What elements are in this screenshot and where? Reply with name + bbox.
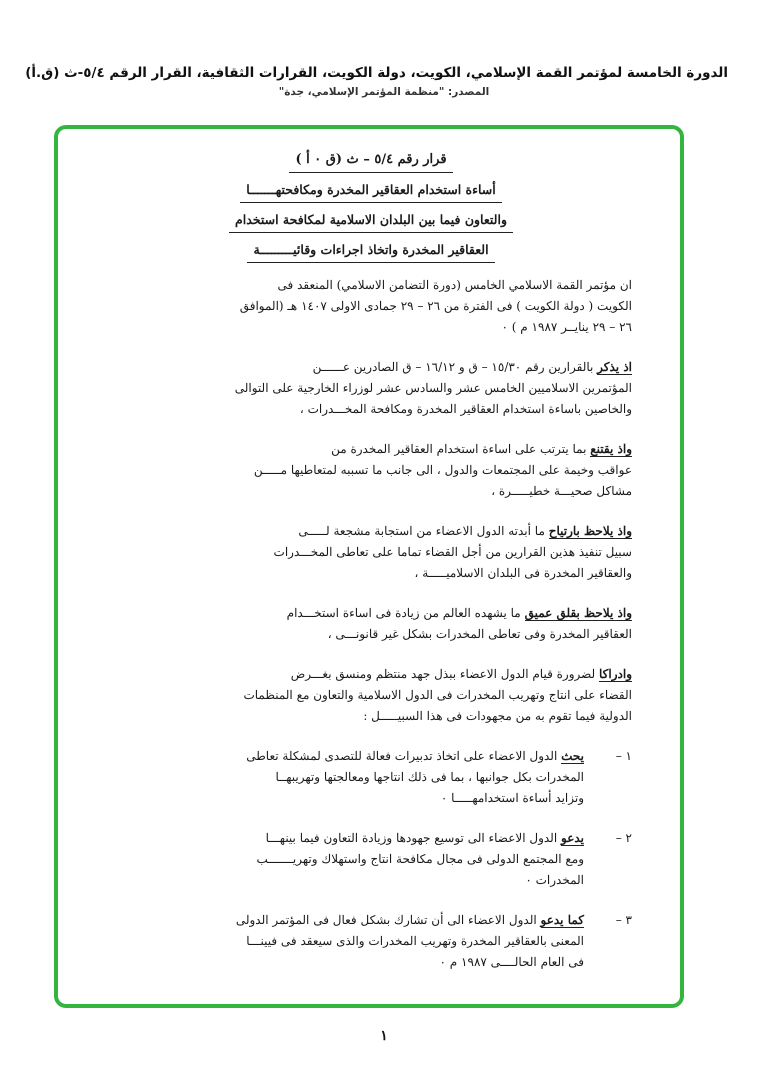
preamble-paragraph [110, 603, 632, 645]
text-line: فى العام الحالــــى ١٩٨٧ م ٠ [439, 955, 584, 969]
text-line [110, 357, 632, 378]
text-line: سبيل تنفيذ هذين القرارين من أجل القضاء تماما على تعاطى المخـــدرات [273, 545, 632, 559]
item-body [110, 910, 584, 973]
operative-item [110, 828, 632, 891]
text-line [110, 521, 632, 542]
item-text: الدول الاعضاء الى توسيع جهودها وزيادة التعاون فيما بينهـــا [265, 831, 558, 845]
resolution-title-block [110, 150, 632, 263]
item-lead: كما يدعو [540, 913, 584, 927]
paragraph-lead: واذ يقتنع [590, 442, 632, 456]
text-line: وتزايد أساءة استخدامهـــــا ٠ [440, 791, 584, 805]
resolution-title-line: والتعاون فيما بين البلدان الاسلامية لمكافحة استخدام [229, 210, 513, 233]
text-line: القضاء على انتاج وتهريب المخدرات فى الدول الاسلامية والتعاون مع المنظمات [243, 688, 632, 702]
text-line [110, 603, 632, 624]
page-number: ١ [380, 1028, 388, 1044]
header-source: المصدر: "منظمة المؤتمر الإسلامي، جدة" [278, 86, 490, 98]
text-line: ان مؤتمر القمة الاسلامي الخامس (دورة التضامن الاسلامي) المنعقد فى [277, 278, 632, 292]
text-line: الدولية فيما تقوم به من مجهودات فى هذا السبيـــــل : [363, 709, 632, 723]
text-line: الكويت ( دولة الكويت ) فى الفترة من ٢٦ – ٢٩ جمادى الاولى ١٤٠٧ هـ (الموافق [239, 299, 632, 313]
paragraph-lead: اذ يذكر [597, 360, 632, 374]
resolution-title-line: أساءة استخدام العقاقير المخدرة ومكافحتهـــــــا [240, 180, 501, 203]
paragraph-lead: واذ يلاحظ بقلق عميق [524, 606, 632, 620]
paragraph-text: بما يترتب على اساءة استخدام العقاقير المخدرة من [331, 442, 587, 456]
paragraph-text: بالقرارين رقم ١٥/٣٠ – ق و ١٦/١٢ – ق الصادرين عــــــن [312, 360, 594, 374]
text-line: المخدرات ٠ [525, 873, 584, 887]
operative-item [110, 910, 632, 973]
resolution-title-line: العقاقير المخدرة واتخاذ اجراءات وقائيـــــــــة [247, 240, 494, 263]
intro-paragraph [110, 275, 632, 338]
header-title: الدورة الخامسة لمؤتمر القمة الإسلامي، الكويت، دولة الكويت، القرارات الثقافية، القرار الرقم ٥/٤-ث (ق.أ) [25, 65, 728, 81]
operative-item [110, 746, 632, 809]
text-line: المعنى بالعقاقير المخدرة وتهريب المخدرات والذى سيعقد فى فيينـــا [246, 934, 584, 948]
text-line: والعقاقير المخدرة فى البلدان الاسلاميـــــة ، [414, 566, 632, 580]
resolution-document [110, 150, 632, 992]
text-line [110, 746, 584, 767]
paragraph-lead: وادراكا [599, 667, 632, 681]
text-line: مشاكل صحيـــة خطيـــــرة ، [491, 484, 632, 498]
text-line: المخدرات بكل جوانبها ، بما فى ذلك انتاجها ومعالجتها وتهريبهــا [275, 770, 584, 784]
preamble-paragraph [110, 357, 632, 420]
text-line: ٢٦ – ٢٩ ينايــر ١٩٨٧ م ) ٠ [501, 320, 632, 334]
preamble-paragraph [110, 439, 632, 502]
item-number: ٣ – [615, 913, 632, 927]
document-header [25, 62, 728, 100]
item-body [110, 828, 584, 891]
paragraph-text: لضرورة قيام الدول الاعضاء ببذل جهد منتظم ومنسق بغـــرض [290, 667, 596, 681]
text-line [110, 439, 632, 460]
item-text: الدول الاعضاء الى أن تشارك بشكل فعال فى المؤتمر الدولى [235, 913, 537, 927]
paragraph-text: ما يشهده العالم من زيادة فى اساءة استخـــدام [286, 606, 521, 620]
text-line [110, 910, 584, 931]
text-line: ومع المجتمع الدولى فى مجال مكافحة انتاج واستهلاك وتهريـــــــب [256, 852, 584, 866]
text-line: عواقب وخيمة على المجتمعات والدول ، الى جانب ما تسببه لمتعاطيها مـــــن [253, 463, 632, 477]
item-text: الدول الاعضاء على اتخاذ تدبيرات فعالة للتصدى لمشكلة تعاطى [246, 749, 558, 763]
paragraph-lead: واذ يلاحظ بارتياح [548, 524, 632, 538]
item-body [110, 746, 584, 809]
preamble-paragraph [110, 521, 632, 584]
text-line: المؤتمرين الاسلاميين الخامس عشر والسادس عشر لوزراء الخارجية على التوالى [234, 381, 632, 395]
item-number: ١ – [615, 749, 632, 763]
preamble-paragraph [110, 664, 632, 727]
text-line [110, 828, 584, 849]
text-line [110, 664, 632, 685]
item-lead: يحث [561, 749, 584, 763]
item-number: ٢ – [615, 831, 632, 845]
text-line: العقاقير المخدرة وفى تعاطى المخدرات بشكل غير قانونـــى ، [327, 627, 632, 641]
resolution-number: قرار رقم ٥/٤ – ث (ق ٠ أ ) [289, 150, 452, 173]
item-lead: يدعو [561, 831, 584, 845]
text-line: والخاصين باساءة استخدام العقاقير المخدرة ومكافحة المخـــدرات ، [299, 402, 632, 416]
paragraph-text: ما أبدته الدول الاعضاء من استجابة مشجعة لـــــى [298, 524, 545, 538]
